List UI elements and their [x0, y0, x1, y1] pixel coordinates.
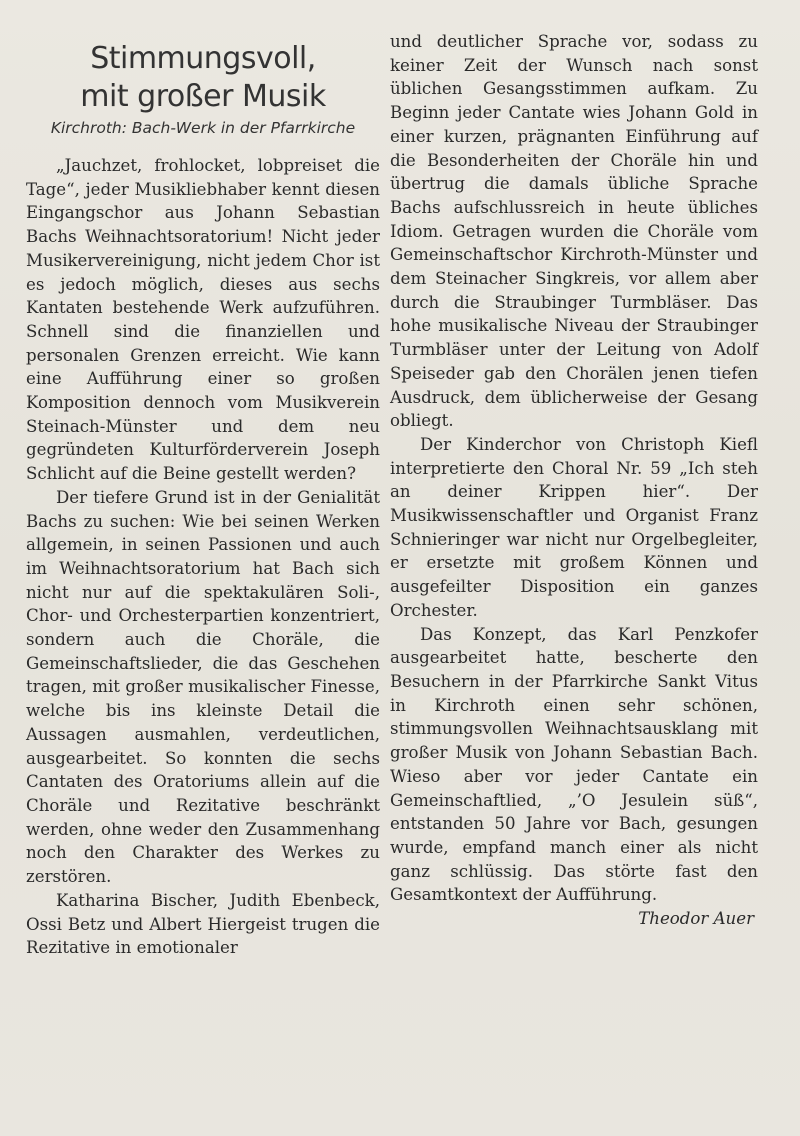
paragraph-soloists: Katharina Bischer, Judith Ebenbeck, Ossi Betz und Albert Hiergeist trugen die Rezitative in emotionaler — [26, 890, 380, 958]
headline-line-2: mit großer Musik — [80, 79, 326, 114]
author-line — [390, 907, 758, 931]
paragraph-concept: Das Konzept, das Karl Penzkofer ausgearbeitet hatte, bescherte den Besuchern in der Pfarrkirche Sankt Vitus in Kirchroth einen sehr schönen, stimmungsvollen Weihnachtsausklang mit großer Musik von Johann Sebastian Bach. Wieso aber vor jeder Cantate ein Gemeinschaftlied, „’O Jesulein süß“, entstanden 50 Jahre vor Bach, gesungen wurde, empfand manch einer als nicht ganz schlüssig. Das störte fast den Gesamtkontext der Aufführung. — [390, 624, 758, 905]
paragraph-intro: „Jauchzet, frohlocket, lobpreiset die Tage“, jeder Musikliebhaber kennt diesen Eingangschor aus Johann Sebastian Bachs Weihnachtsoratorium! Nicht jeder Musikervereinigung, nicht jedem Chor ist es jedoch möglich, dieses aus sechs Kantaten bestehende Werk aufzuführen. Schnell sind die finanziellen und personalen Grenzen erreicht. Wie kann eine Aufführung einer so großen Komposition dennoch vom Musikverein Steinach-Münster und dem neu gegründeten Kulturförderverein Joseph Schlicht auf die Beine gestellt werden? — [26, 156, 380, 484]
headline — [26, 40, 380, 116]
subheadline: Kirchroth: Bach-Werk in der Pfarrkirche — [50, 119, 356, 137]
headline-line-1: Stimmungsvoll, — [90, 41, 316, 76]
paragraph-genius: Der tiefere Grund ist in der Genialität Bachs zu suchen: Wie bei seinen Werken allgemein, in seinen Passionen und auch im Weihnachtsoratorium hat Bach sich nicht nur auf die spektakulären Soli-, Chor- und Orchesterpartien konzentriert, sondern auch die Choräle, die Gemeinschaftslieder, die das Geschehen tragen, mit großer musikalischer Finesse, welche bis ins kleinste Detail die Aussagen ausmahlen, verdeutlichen, ausgearbeitet. So konnten die sechs Cantaten des Oratoriums allein auf die Choräle und Rezitative beschränkt werden, ohne weder den Zusammenhang noch den Charakter des Werkes zu zerstören. — [26, 487, 380, 887]
right-column — [390, 30, 758, 931]
paragraph-continuation: und deutlicher Sprache vor, sodass zu keiner Zeit der Wunsch nach sonst üblichen Gesangsstimmen aufkam. Zu Beginn jeder Cantate wies Johann Gold in einer kurzen, prägnanten Einführung auf die Besonderheiten der Choräle hin und übertrug die damals übliche Sprache Bachs aufschlussreich in heute übliches Idiom. Getragen wurden die Choräle vom Gemeinschaftschor Kirchroth-Münster und dem Steinacher Singkreis, vor allem aber durch die Straubinger Turmbläser. Das hohe musikalische Niveau der Straubinger Turmbläser unter der Leitung von Adolf Speiseder gab den Chorälen jenen tiefen Ausdruck, dem üblicherweise der Gesang obliegt. — [390, 32, 758, 431]
left-column — [26, 40, 380, 960]
paragraph-childrens-choir: Der Kinderchor von Christoph Kiefl interpretierte den Choral Nr. 59 „Ich steh an deiner Krippen hier“. Der Musikwissenschaftler und Organist Franz Schnieringer war nicht nur Orgelbegleiter, er ersetzte mit großem Können und ausgefeilter Disposition ein ganzes Orchester. — [390, 434, 758, 620]
author-name: Theodor Auer — [638, 909, 754, 929]
